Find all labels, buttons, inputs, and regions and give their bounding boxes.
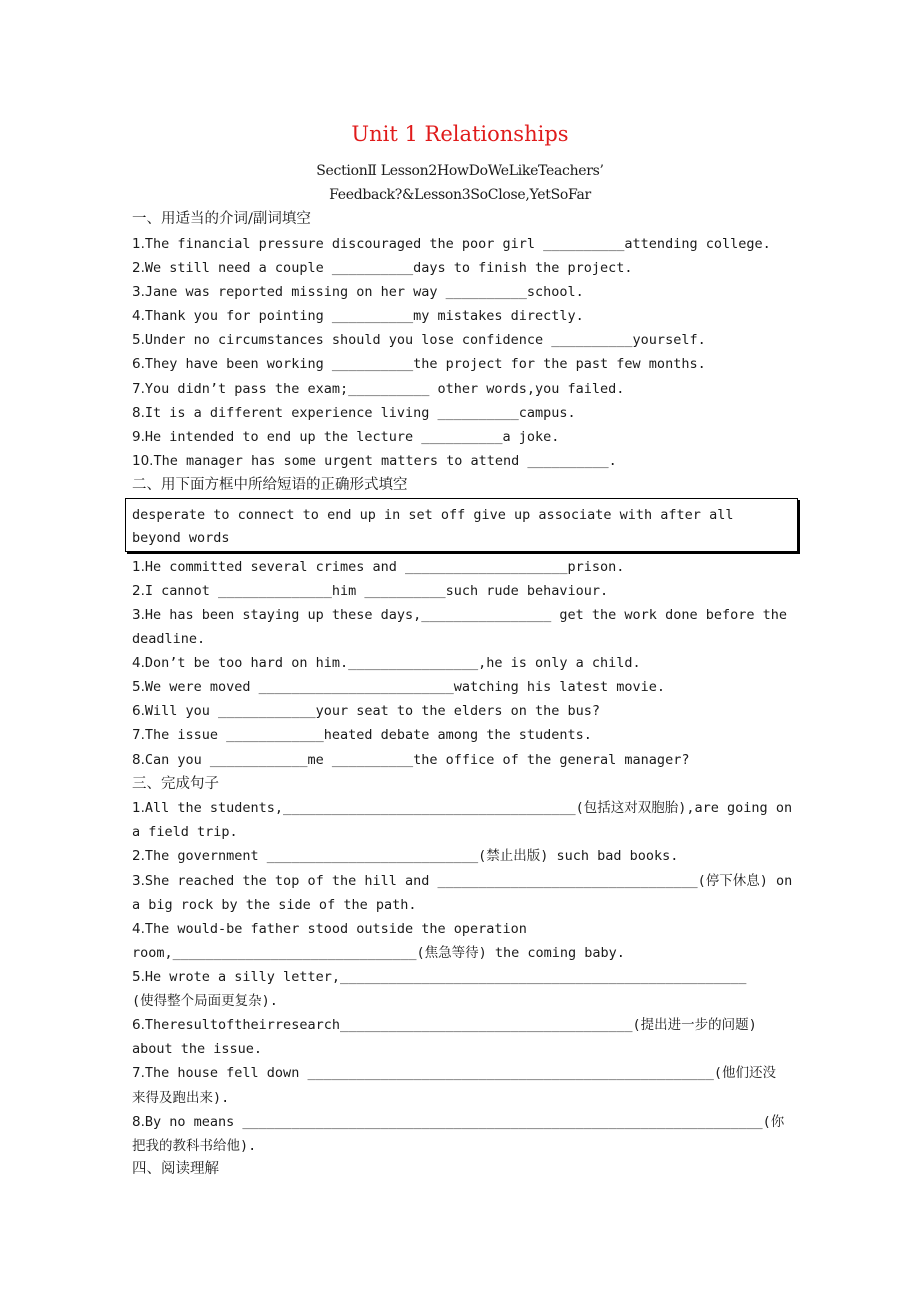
exercise-item: 7.The issue ____________heated debate among the students. xyxy=(132,727,592,743)
exercise-item: 8.By no means ________________________________________________________________(你 xyxy=(132,1114,785,1130)
exercise-item: 1.All the students,____________________________________(包括这对双胞胎),are going on xyxy=(132,800,793,816)
exercise-item-continuation: (使得整个局面更复杂). xyxy=(132,993,278,1009)
exercise-item-continuation: 来得及跑出来). xyxy=(132,1090,230,1106)
exercise-item: 3.He has been staying up these days,________________ get the work done before the xyxy=(132,607,787,623)
section-subtitle-line1: SectionⅡ Lesson2HowDoWeLikeTeachers’ xyxy=(316,163,604,179)
exercise-item: 5.We were moved ________________________watching his latest movie. xyxy=(132,679,666,695)
exercise-item-continuation: room,______________________________(焦急等待) the coming baby. xyxy=(132,945,625,961)
exercise-item: 10.The manager has some urgent matters to attend __________. xyxy=(132,453,617,469)
exercise-item: 7.The house fell down __________________________________________________(他们还没 xyxy=(132,1065,776,1081)
exercise-item: 4.Don’t be too hard on him.________________,he is only a child. xyxy=(132,655,641,671)
section4-heading: 四、阅读理解 xyxy=(132,1161,219,1177)
exercise-item: 5.He wrote a silly letter,__________________________________________________ xyxy=(132,969,747,985)
exercise-item: 2.The government __________________________(禁止出版) such bad books. xyxy=(132,848,679,864)
exercise-item: 4.Thank you for pointing __________my mistakes directly. xyxy=(132,308,584,324)
phrase-box xyxy=(125,498,798,552)
exercise-item-continuation: about the issue. xyxy=(132,1041,263,1057)
exercise-item: 7.You didn’t pass the exam;__________ other words,you failed. xyxy=(132,381,625,397)
section2-heading: 二、用下面方框中所给短语的正确形式填空 xyxy=(132,477,408,493)
exercise-item: 1.He committed several crimes and ____________________prison. xyxy=(132,559,625,575)
exercise-item: 1.The financial pressure discouraged the poor girl __________attending college. xyxy=(132,236,771,252)
exercise-item: 8.Can you ____________me __________the office of the general manager? xyxy=(132,752,690,768)
exercise-item: 3.She reached the top of the hill and ________________________________(停下休息) on xyxy=(132,873,793,889)
exercise-item: 8.It is a different experience living __________campus. xyxy=(132,405,576,421)
exercise-item: 3.Jane was reported missing on her way __________school. xyxy=(132,284,584,300)
exercise-item: 6.They have been working __________the project for the past few months. xyxy=(132,356,706,372)
phrase-box-line2: beyond words xyxy=(132,530,230,546)
exercise-item: 2.I cannot ______________him __________such rude behaviour. xyxy=(132,583,609,599)
exercise-item: 4.The would-be father stood outside the operation xyxy=(132,921,527,937)
exercise-item: 5.Under no circumstances should you lose confidence __________yourself. xyxy=(132,332,706,348)
section3-heading: 三、完成句子 xyxy=(132,776,219,792)
section1-heading: 一、用适当的介词/副词填空 xyxy=(132,211,311,227)
phrase-box-line1: desperate to connect to end up in set off give up associate with after all xyxy=(132,507,734,523)
exercise-item-continuation: a big rock by the side of the path. xyxy=(132,897,417,913)
exercise-item: 6.Theresultoftheirresearch____________________________________(提出进一步的问题) xyxy=(132,1017,757,1033)
page-title: Unit 1 Relationships xyxy=(351,122,569,146)
exercise-item: 6.Will you ____________your seat to the elders on the bus? xyxy=(132,703,601,719)
exercise-item-continuation: deadline. xyxy=(132,631,206,647)
exercise-item-continuation: a field trip. xyxy=(132,824,238,840)
exercise-item: 2.We still need a couple __________days to finish the project. xyxy=(132,260,633,276)
exercise-item: 9.He intended to end up the lecture __________a joke. xyxy=(132,429,560,445)
exercise-item-continuation: 把我的教科书给他). xyxy=(132,1138,257,1154)
section-subtitle-line2: Feedback?&Lesson3SoClose,YetSoFar xyxy=(329,187,591,203)
